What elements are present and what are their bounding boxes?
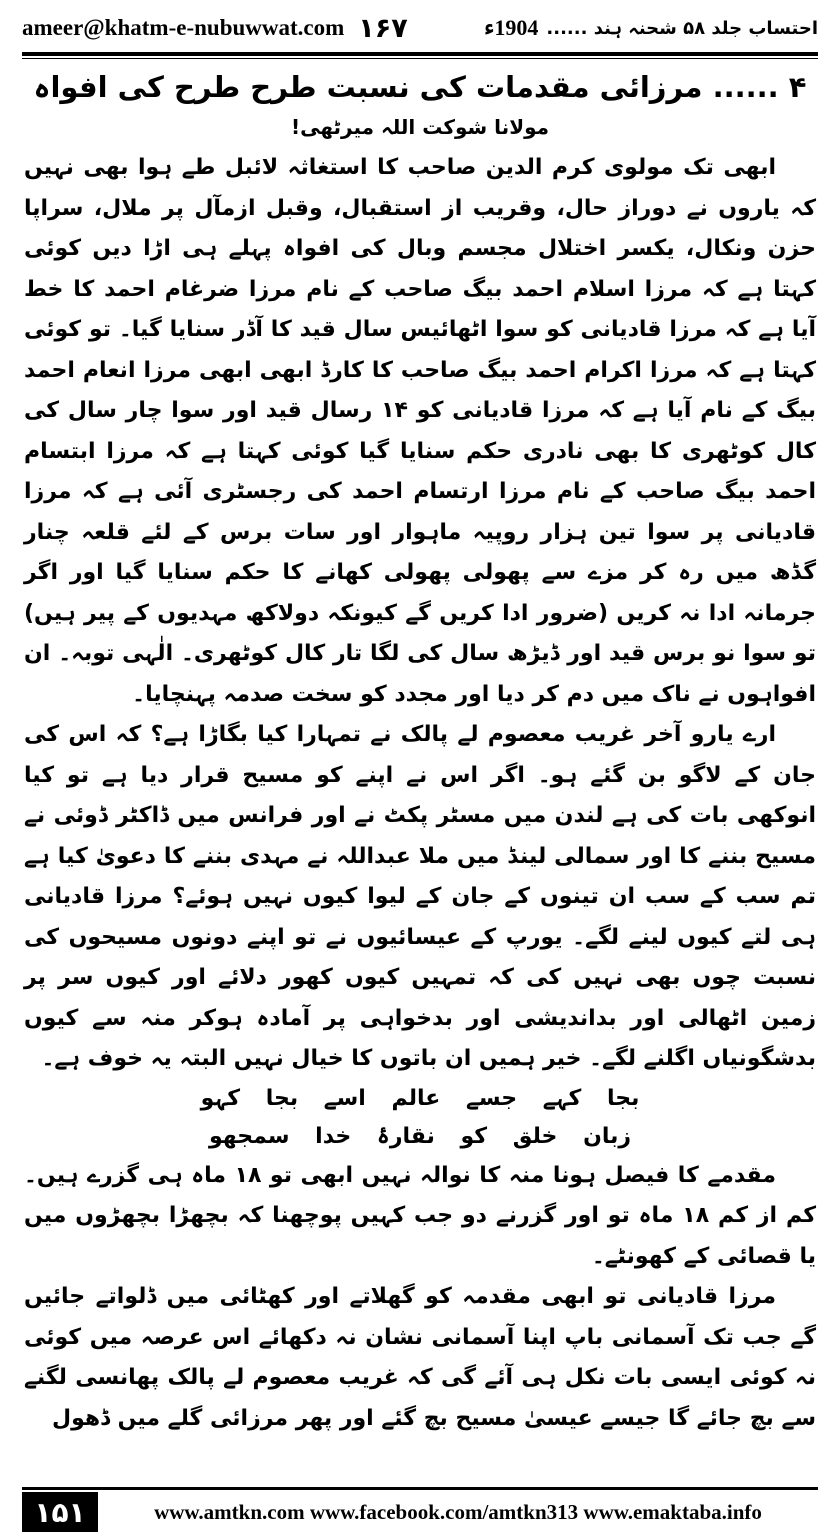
article-title: ۴ ...... مرزائی مقدمات کی نسبت طرح طرح کی افواہ: [33, 70, 807, 104]
paragraph: ارے یارو آخر غریب معصوم لے پالک نے تمہارا کیا بگاڑا ہے؟ کہ اس کی جان کے لاگو بن گئے ہو۔ اگر اس نے اپنے کو مسیح قرار دیا ہے تو کیا انوکھی بات کی ہے لندن میں مسٹر پکٹ نے اور فرانس میں ڈاکٹر ڈوئی نے مسیح بننے کا اور سمالی لینڈ میں ملا عبداللہ نے مہدی بننے کا دعویٰ کیا ہے تم سب کے سب ان تینوں کے جان کے لیوا کیوں نہیں ہوئے؟ مرزا قادیانی ہی لتے کیوں لینے لگے۔ یورپ کے عیسائیوں نے تو اپنے دونوں مسیحوں کی نسبت چوں بھی نہیں کی کہ تمہیں کیوں کھور دلائے اور کیوں سر پر زمین اٹھالی اور بداندیشی اور بدخواہی پر آمادہ ہوکر منہ سے کیوں بدشگونیاں اگلنے لگے۔ خیر ہمیں ان باتوں کا خیال نہیں البتہ یہ خوف ہے۔: [24, 722, 816, 1071]
verse-line: بجا کہے جسے عالم اسے بجا کہو: [200, 1085, 640, 1111]
verse-line: زبان خلق کو نقارۂ خدا سمجھو: [208, 1123, 632, 1149]
footer-links: www.amtkn.com www.facebook.com/amtkn313 www.emaktaba.info: [154, 1499, 762, 1524]
header-right: [484, 15, 818, 41]
footer-page-number: ۱۵۱: [22, 1492, 98, 1532]
header-series: احتساب جلد ۵۸ شحنہ ہند ......: [546, 17, 818, 39]
paragraph: ابھی تک مولوی کرم الدین صاحب کا استغاثہ لائبل طے ہوا بھی نہیں کہ یاروں نے دوراز حال، وقریب از استقبال، وقبل ازمآل پر ملال، سراپا حزن ونکال، یکسر اختلال مجسم وبال کی افواہ پہلے ہی اڑا دیں کوئی کہتا ہے کہ مرزا اسلام احمد بیگ صاحب کے نام مرزا ضرغام احمد کا خط آیا ہے کہ مرزا قادیانی کو سوا اٹھائیس سال قید کا آڈر سنایا گیا۔ تو کوئی کہتا ہے کہ مرزا اکرام احمد بیگ صاحب کا کارڈ ابھی ابھی مرزا انعام احمد بیگ کے نام آیا ہے کہ مرزا قادیانی کو ۱۴ رسال قید اور سوا چار سال کی کال کوٹھری کا بھی نادری حکم سنایا گیا کوئی کہتا ہے کہ مرزا ابتسام احمد بیگ صاحب کے نام مرزا ارتسام احمد کی رجسٹری آئی ہے کہ مرزا قادیانی پر سوا تین ہزار روپیہ ماہوار اور سات برس کے لئے قلعہ چنار گڈھ میں رہ کر مزے سے پھولی پھولی کھانے کا حکم سنایا گیا اور اگر جرمانہ ادا نہ کریں (ضرور ادا کریں گے کیونکہ دولاکھ مہدیوں کے پیر ہیں) تو سوا نو برس قید اور ڈیڑھ سال کی لگا تار کال کوٹھری۔ الٰہی توبہ۔ ان افواہوں نے ناک میں دم کر دیا اور مجدد کو سخت صدمہ پہنچایا۔: [24, 155, 817, 707]
article-body: [24, 64, 816, 1439]
article-author: مولانا شوکت اللہ میرٹھی!: [290, 115, 550, 139]
paragraph: مقدمے کا فیصل ہونا منہ کا نوالہ نہیں ابھی تو ۱۸ ماہ ہی گزرے ہیں۔ کم از کم ۱۸ ماہ تو اور گزرنے دو جب کہیں پوچھنا کہ بچھڑا بچھڑوں میں یا قصائی کے کھونٹے۔: [24, 1162, 816, 1269]
header-divider-thin: [22, 58, 818, 59]
header-email: ameer@khatm-e-nubuwwat.com: [22, 15, 345, 40]
header-year: 1904ء: [484, 15, 539, 40]
page-footer: [22, 1492, 818, 1532]
header-page-number: ۱۶۷: [358, 12, 408, 44]
header-left: [22, 13, 408, 44]
header-divider: [22, 52, 818, 56]
page-header: [22, 10, 818, 46]
paragraph: مرزا قادیانی تو ابھی مقدمہ کو گھلاتے اور کھٹائی میں ڈلواتے جائیں گے جب تک آسمانی باپ اپنا آسمانی نشان نہ دکھائے اس عرصہ میں کوئی نہ کوئی ایسی بات نکل ہی آئے گی کہ غریب معصوم لے پالک پھانسی لگنے سے بچ جائے گا جیسے عیسیٰ مسیح بچ گئے اور پھر مرزائی گلے میں ڈھول: [24, 1284, 816, 1431]
footer-divider: [22, 1487, 818, 1490]
